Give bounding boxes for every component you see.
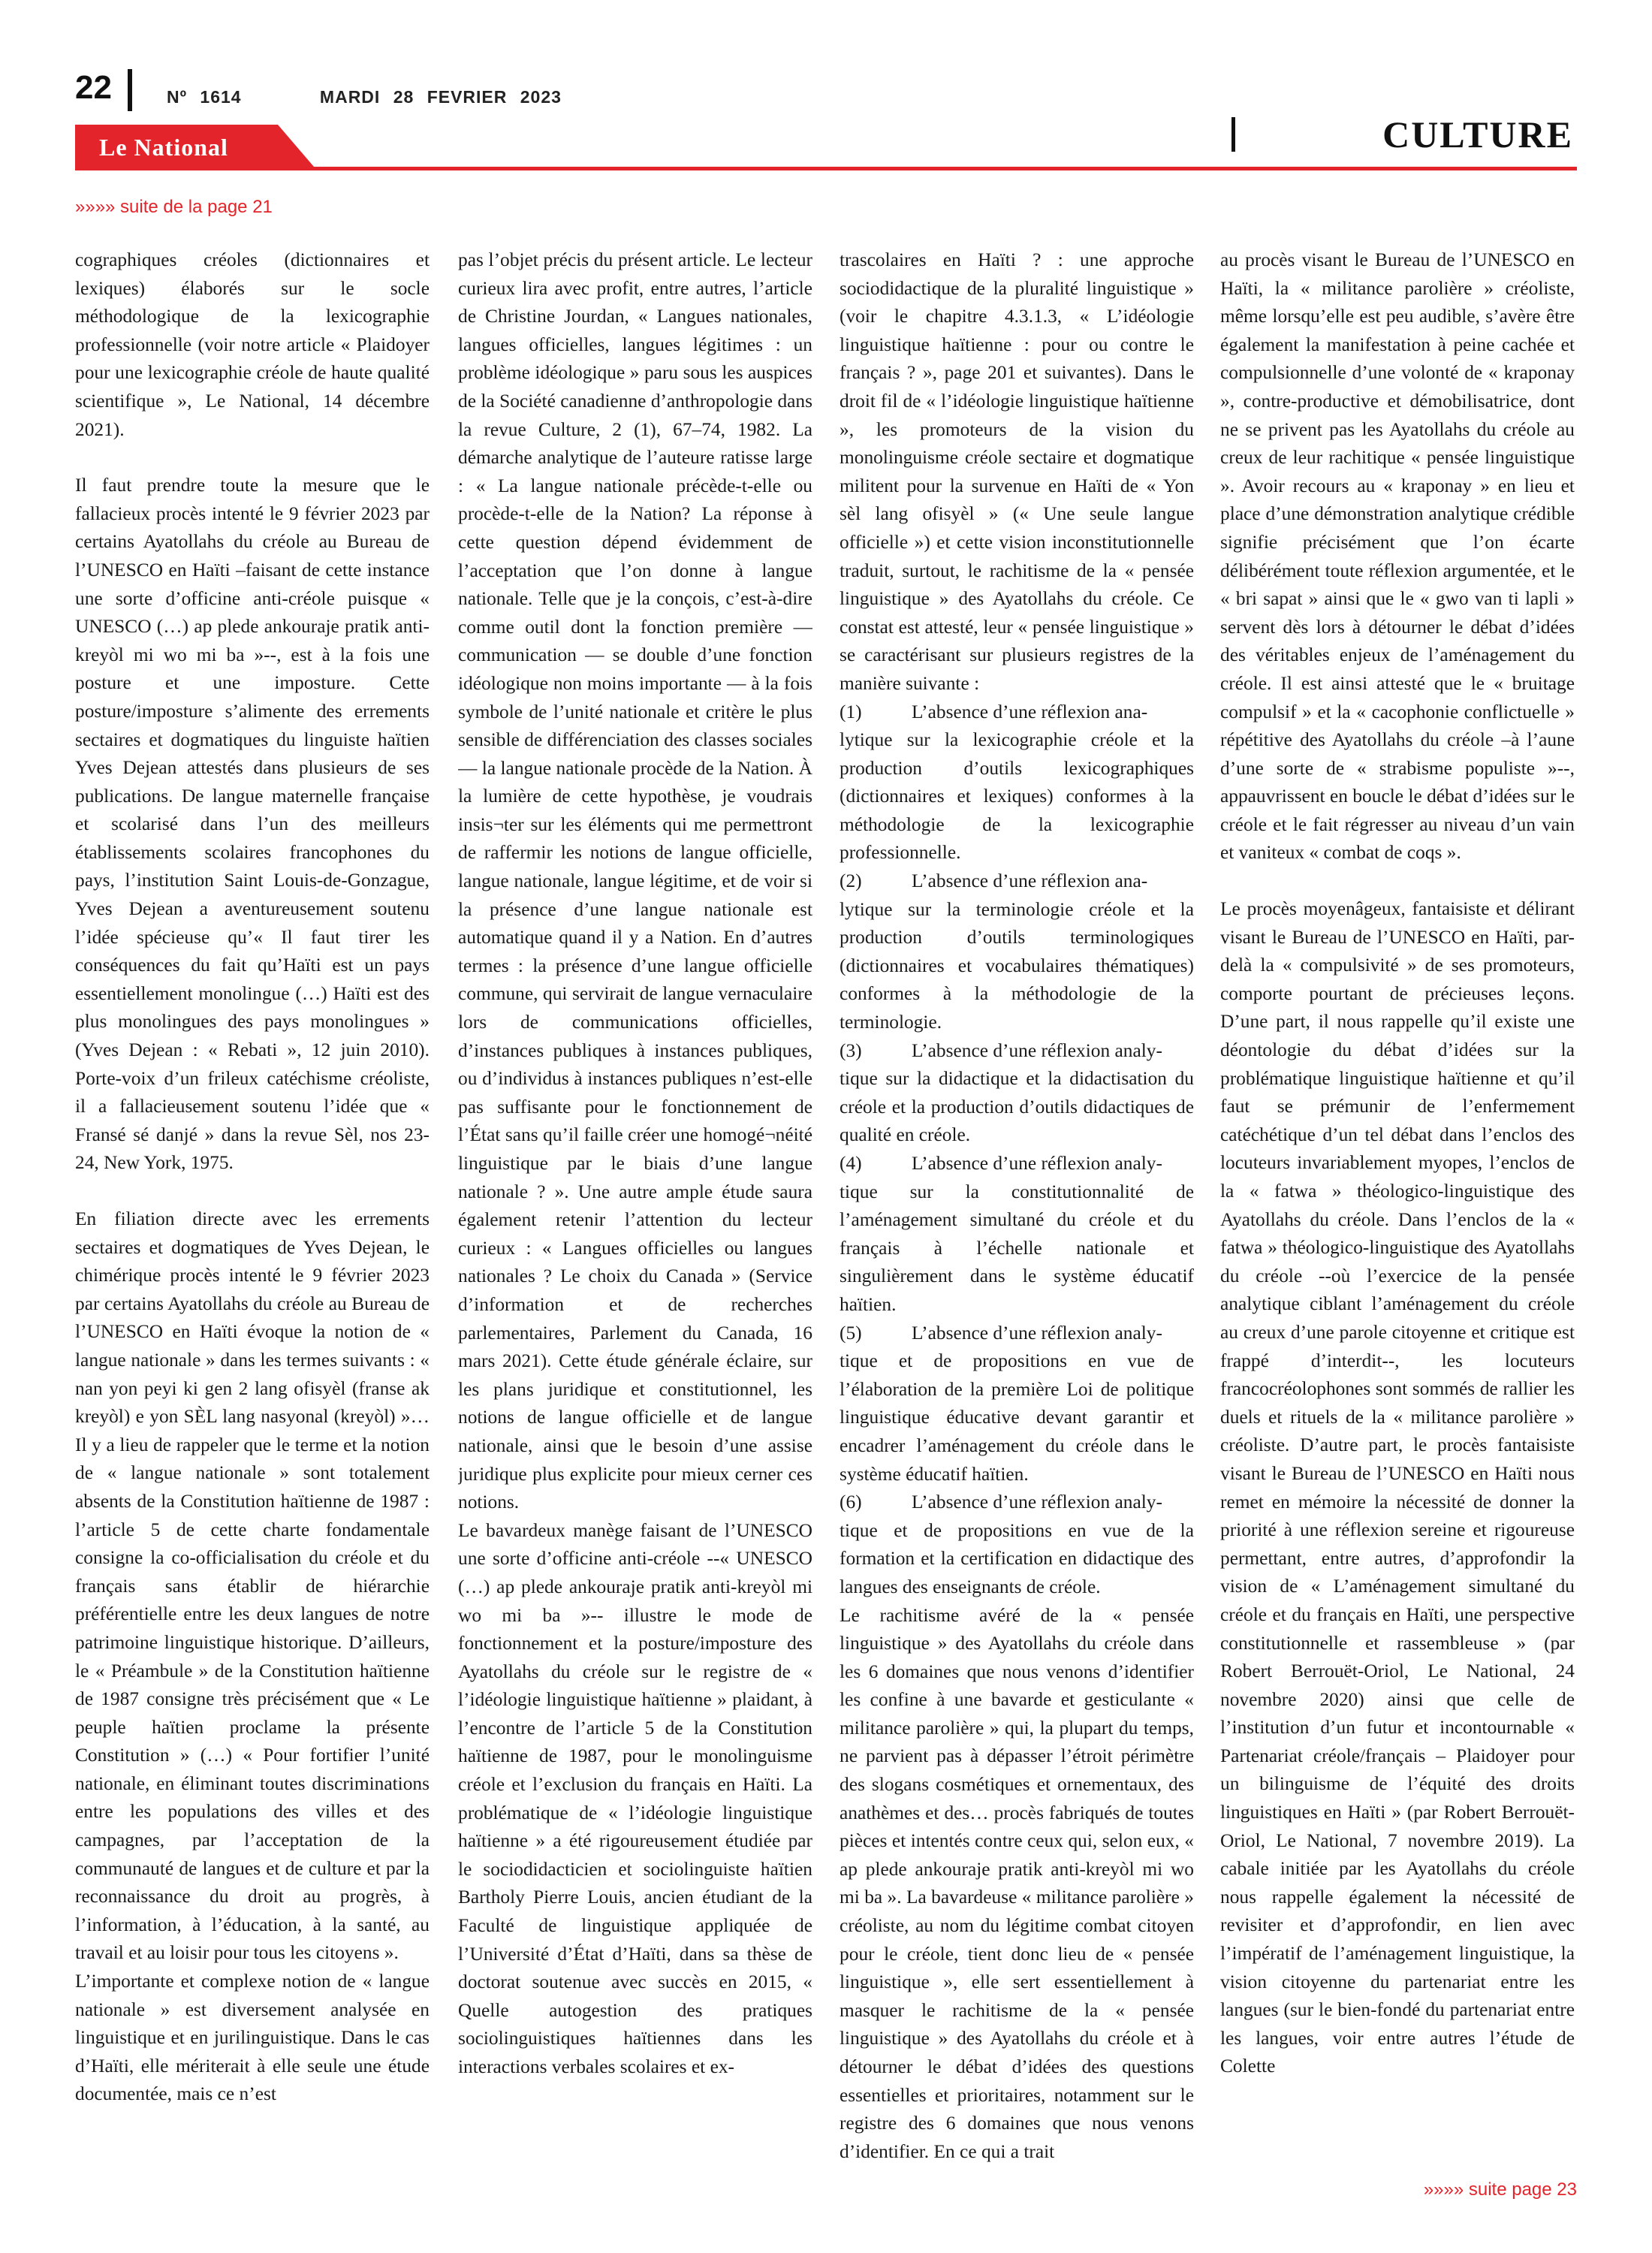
list-item-text: tique et de propositions en vue de l’élaboration de la première Loi de politique linguistique éducative devant garantir et encadrer l’aménagement du créole dans le système éducatif haïtien.	[840, 1350, 1194, 1485]
article-column-3	[840, 246, 1194, 2169]
paragraph: L’importante et complexe notion de « langue nationale » est diversement analysée en linguistique et en jurilinguistique. Dans le cas d’Haïti, elle mériterait à elle seule une étude documentée, mais ce n’est	[75, 1971, 430, 2105]
list-item	[840, 698, 1194, 868]
article-column-1	[75, 246, 430, 2169]
page-number: 22	[75, 69, 112, 106]
paragraph: au procès visant le Bureau de l’UNESCO en Haïti, la « militance parolière » créoliste, même lorsqu’elle est peu audible, s’avère être également la manifestation à peine cachée et compulsionnelle d’une volonté de « kraponay », contre-productive et démobilisatrice, dont ne se privent pas les Ayatollahs du créole au creux de leur rachitique « pensée linguistique ». Avoir recours au « kraponay » en lieu et place d’une démonstration analytique crédible signifie précisément que l’on écarte délibérément toute réflexion argumentée, et le « bri sapat » ainsi que le « gwo van ti lapli » servent dès lors à détourner le débat d’idées des véritables enjeux de l’aménagement du créole. Il est ainsi attesté que le « bruitage compulsif » et la « cacophonie conflictuelle » répétitive des Ayatollahs du créole –à l’aune d’une sorte de « strabisme populiste »--, appauvrissent en boucle le débat d’idées sur le créole et le fait régresser au niveau d’un vain et vaniteux « combat de coqs ».	[1220, 249, 1575, 864]
list-item	[840, 1320, 1194, 1489]
list-item-text: lytique sur la terminologie créole et la production d’outils terminologiques (dictionnaires et vocabulaires thématiques) conformes à la méthodologie de la terminologie.	[840, 898, 1194, 1033]
section-divider	[1231, 117, 1235, 152]
issue-month: FEVRIER	[427, 87, 508, 107]
issue-number: Nº 1614	[167, 87, 242, 107]
paragraph: pas l’objet précis du présent article. Le lecteur curieux lira avec profit, entre autres, l’article de Christine Jourdan, « Langues nationales, langues officielles, langues légitimes : un problème idéologique » paru sous les auspices de la Société canadienne d’anthropologie dans la revue Culture, 2 (1), 67–74, 1982. La démarche analytique de l’auteure ratisse large : « La langue nationale précède-t-elle ou procède-t-elle de la Nation? La réponse à cette question dépend évidemment de l’acceptation que l’on donne à langue nationale. Telle que je la conçois, c’est-à-dire comme outil dont la fonction première — communication — se double d’une fonction idéologique non moins importante — à la fois symbole de l’unité nationale et critère le plus sensible de différenciation des classes sociales — la langue nationale procède de la Nation. À la lumière de cette hypothèse, je voudrais insis¬ter sur les éléments qui me permettront de raffermir les notions de langue officielle, langue nationale, langue légitime, et de voir si la présence d’une langue nationale est automatique quand il y a Nation. En d’autres termes : la présence d’une langue officielle commune, qui servirait de langue vernaculaire lors de communications officielles, d’instances publiques à instances publiques, ou d’individus à instances publiques n’est-elle pas suffisante pour le fonctionnement de l’État sans qu’il faille créer une homogé¬néité linguistique par le biais d’une langue nationale ? ». Une autre ample étude saura également retenir l’attention du lecteur curieux : « Langues officielles ou langues nationales ? Le choix du Canada » (Service d’information et de recherches parlementaires, Parlement du Canada, 16 mars 2021). Cette étude générale éclaire, sur les plans juridique et constitutionnel, les notions de langue officielle et de langue nationale, ainsi que le besoin d’une assise juridique plus explicite pour mieux cerner ces notions.	[458, 249, 812, 1513]
list-item-text: lytique sur la lexicographie créole et la production d’outils lexicographiques (dictionnaires et lexiques) conformes à la méthodologie de la lexicographie professionnelle.	[840, 729, 1194, 864]
list-item-text: tique sur la didactique et la didactisation du créole et la production d’outils didactiques de qualité en créole.	[840, 1068, 1194, 1146]
list-item-text: L’absence d’une réflexion ana-	[912, 870, 1148, 892]
paragraph: cographiques créoles (dictionnaires et lexiques) élaborés sur le socle méthodologique de la lexicographie professionnelle (voir notre article « Plaidoyer pour une lexicographie créole de haute qualité scientifique », Le National, 14 décembre 2021).	[75, 249, 430, 440]
list-item	[840, 1150, 1194, 1320]
list-item-text: L’absence d’une réflexion analy-	[912, 1153, 1162, 1174]
issue-day: MARDI	[319, 87, 381, 107]
issue-line	[167, 87, 562, 107]
paragraph: Le bavardeux manège faisant de l’UNESCO une sorte d’officine anti-créole --« UNESCO (…) ap plede ankouraje pratik anti-kreyòl mi wo mi ba »-- illustre le mode de fonctionnement et la posture/imposture des Ayatollahs du créole sur le registre de « l’idéologie linguistique haïtienne » plaidant, à l’encontre de l’article 5 de la Constitution haïtienne de 1987, pour le monolinguisme créole et l’exclusion du français en Haïti. La problématique de « l’idéologie linguistique haïtienne » a été rigoureusement étudiée par le sociodidacticien et sociolinguiste haïtien Bartholy Pierre Louis, ancien étudiant de la Faculté de linguistique appliquée de l’Université d’État d’Haïti, dans sa thèse de doctorat soutenue avec succès en 2015, « Quelle autogestion des pratiques sociolinguistiques haïtiennes dans les interactions verbales scolaires et ex-	[458, 1519, 812, 2077]
list-item-text: tique sur la constitutionnalité de l’aménagement simultané du créole et du français à l’échelle nationale et singulièrement dans le système éducatif haïtien.	[840, 1181, 1194, 1315]
list-item-number: (3)	[840, 1039, 862, 1061]
list-item-text: L’absence d’une réflexion analy-	[912, 1039, 1162, 1061]
issue-year: 2023	[520, 87, 562, 107]
paragraph: Le rachitisme avéré de la « pensée linguistique » des Ayatollahs du créole dans les 6 domaines que nous venons d’identifier les confine à une bavarde et gesticulante « militance parolière » qui, la plupart du temps, ne parvient pas à dépasser l’étroit périmètre des slogans cosmétiques et ornementaux, des anathèmes et des… procès fabriqués de toutes pièces et intentés contre ceux qui, selon eux, « ap plede ankouraje pratik anti-kreyòl mi wo mi ba ». La bavardeuse « militance parolière » créoliste, au nom du légitime combat citoyen pour le créole, tient donc lieu de « pensée linguistique », elle sert essentiellement à masquer le rachitisme de la « pensée linguistique » des Ayatollahs du créole et à détourner le débat d’idées des questions essentielles et prioritaires, notamment sur le registre des 6 domaines que nous venons d’identifier. En ce qui a trait	[840, 1604, 1194, 2162]
article-column-2	[458, 246, 812, 2169]
paragraph: trascolaires en Haïti ? : une approche sociodidactique de la pluralité linguistique » (voir le chapitre 4.3.1.3, « L’idéologie linguistique haïtienne : pour ou contre le français ? », page 201 et suivantes). Dans le droit fil de « l’idéologie linguistique haïtienne », les promoteurs de la vision du monolinguisme créole sectaire et dogmatique militent pour la survenue en Haïti de « Yon sèl lang ofisyèl » (« Une seule langue officielle ») et cette vision inconstitutionnelle traduit, surtout, le rachitisme de la « pensée linguistique » des Ayatollahs du créole. Ce constat est attesté, leur « pensée linguistique » se caractérisant sur plusieurs registres de la manière suivante :	[840, 249, 1194, 694]
list-item-number: (2)	[840, 870, 862, 892]
list-item-text: L’absence d’une réflexion analy-	[912, 1322, 1162, 1344]
page-number-divider	[128, 69, 132, 111]
list-item-number: (4)	[840, 1153, 862, 1174]
list-item-text: L’absence d’une réflexion analy-	[912, 1491, 1162, 1513]
list-item	[840, 1488, 1194, 1601]
header-rule	[75, 167, 1577, 170]
section-title: CULTURE	[1382, 113, 1573, 155]
continued-on-link[interactable]: »»»» suite page 23	[1423, 2179, 1577, 2200]
list-item-text: L’absence d’une réflexion ana-	[912, 701, 1148, 722]
list-item-text: tique et de propositions en vue de la formation et la certification en didactique des langues des enseignants de créole.	[840, 1519, 1194, 1597]
paragraph: Il faut prendre toute la mesure que le fallacieux procès intenté le 9 février 2023 par certains Ayatollahs du créole au Bureau de l’UNESCO en Haïti –faisant de cette instance une sorte d’officine anti-créole puisque « UNESCO (…) ap plede ankouraje pratik anti-kreyòl mi wo mi ba »--, est à la fois une posture et une imposture. Cette posture/imposture s’alimente des errements sectaires et dogmatiques du linguiste haïtien Yves Dejean attestés dans plusieurs de ses publications. De langue maternelle française et scolarisé dans l’un des meilleurs établissements scolaires francophones du pays, l’institution Saint Louis-de-Gonzague, Yves Dejean a aventureusement soutenu l’idée spécieuse qu’« Il faut tirer les conséquences du fait qu’Haïti est un pays essentiellement monolingue (…) Haïti est des plus monolingues des pays monolingues » (Yves Dejean : « Rebati », 12 juin 2010). Porte-voix d’un frileux catéchisme créoliste, il a fallacieusement soutenu l’idée que « Fransé sé danjé » dans la revue Sèl, nos 23-24, New York, 1975.	[75, 475, 430, 1174]
continued-from-link[interactable]: »»»» suite de la page 21	[75, 197, 273, 217]
list-item	[840, 867, 1194, 1037]
paragraph: Le procès moyenâgeux, fantaisiste et délirant visant le Bureau de l’UNESCO en Haïti, par-delà la « compulsivité » de ses promoteurs, comporte pourtant de précieuses leçons. D’une part, il nous rappelle qu’il existe une déontologie du débat d’idées sur la problématique linguistique haïtienne et qu’il faut se prémunir de l’enfermement catéchétique d’un tel débat dans l’enclos des locuteurs invariablement myopes, l’enclos de la « fatwa » théologico-linguistique des Ayatollahs du créole. Dans l’enclos de la « fatwa » théologico-linguistique des Ayatollahs du créole --où l’exercice de la pensée analytique ciblant l’aménagement du créole au creux d’une parole citoyenne et critique est frappé d’interdit--, les locuteurs francocréolophones sont sommés de rallier les duels et rituels de la « militance parolière » créoliste. D’autre part, le procès fantaisiste visant le Bureau de l’UNESCO en Haïti nous remet en mémoire la nécessité de donner la priorité à une réflexion sereine et rigoureuse permettant, entre autres, d’approfondir la vision de « L’aménagement simultané du créole et du français en Haïti, une perspective constitutionnelle et rassembleuse » (par Robert Berrouët-Oriol, Le National, 24 novembre 2020) ainsi que celle de l’institution d’un futur et incontournable « Partenariat créole/français – Plaidoyer pour un bilinguisme de l’équité des droits linguistiques en Haïti » (par Robert Berrouët-Oriol, Le National, 7 novembre 2019). La cabale initiée par les Ayatollahs du créole nous rappelle également la nécessité de revisiter et d’approfondir, en lien avec l’impératif de l’aménagement linguistique, la vision citoyenne du partenariat entre les langues (sur le bien-fondé du partenariat entre les langues, voir entre autres l’étude de Colette	[1220, 898, 1575, 2077]
article-column-4	[1220, 246, 1575, 2169]
list-item-number: (1)	[840, 701, 862, 722]
issue-date-day: 28	[393, 87, 415, 107]
masthead	[0, 0, 1652, 195]
list-item	[840, 1037, 1194, 1150]
brand-logo-text: Le National	[99, 134, 228, 161]
paragraph: En filiation directe avec les errements sectaires et dogmatiques de Yves Dejean, le chimérique procès intenté le 9 février 2023 par certains Ayatollahs du créole au Bureau de l’UNESCO en Haïti évoque la notion de « langue nationale » dans les termes suivants : « nan yon peyi ki gen 2 lang ofisyèl (franse ak kreyòl) e yon SÈL lang nasyonal (kreyòl) »… Il y a lieu de rappeler que le terme et la notion de « langue nationale » sont totalement absents de la Constitution haïtienne de 1987 : l’article 5 de cette charte fondamentale consigne la co-officialisation du créole et du français sans établir de hiérarchie préférentielle entre les deux langues de notre patrimoine linguistique historique. D’ailleurs, le « Préambule » de la Constitution haïtienne de 1987 consigne très précisément que « Le peuple haïtien proclame la présente Constitution » (…) « Pour fortifier l’unité nationale, en éliminant toutes discriminations entre les populations des villes et des campagnes, par l’acceptation de la communauté de langues et de culture et par la reconnaissance du droit au progrès, à l’information, à l’éducation, à la santé, au travail et au loisir pour tous les citoyens ».	[75, 1208, 430, 1964]
list-item-number: (6)	[840, 1491, 862, 1513]
list-item-number: (5)	[840, 1322, 862, 1344]
